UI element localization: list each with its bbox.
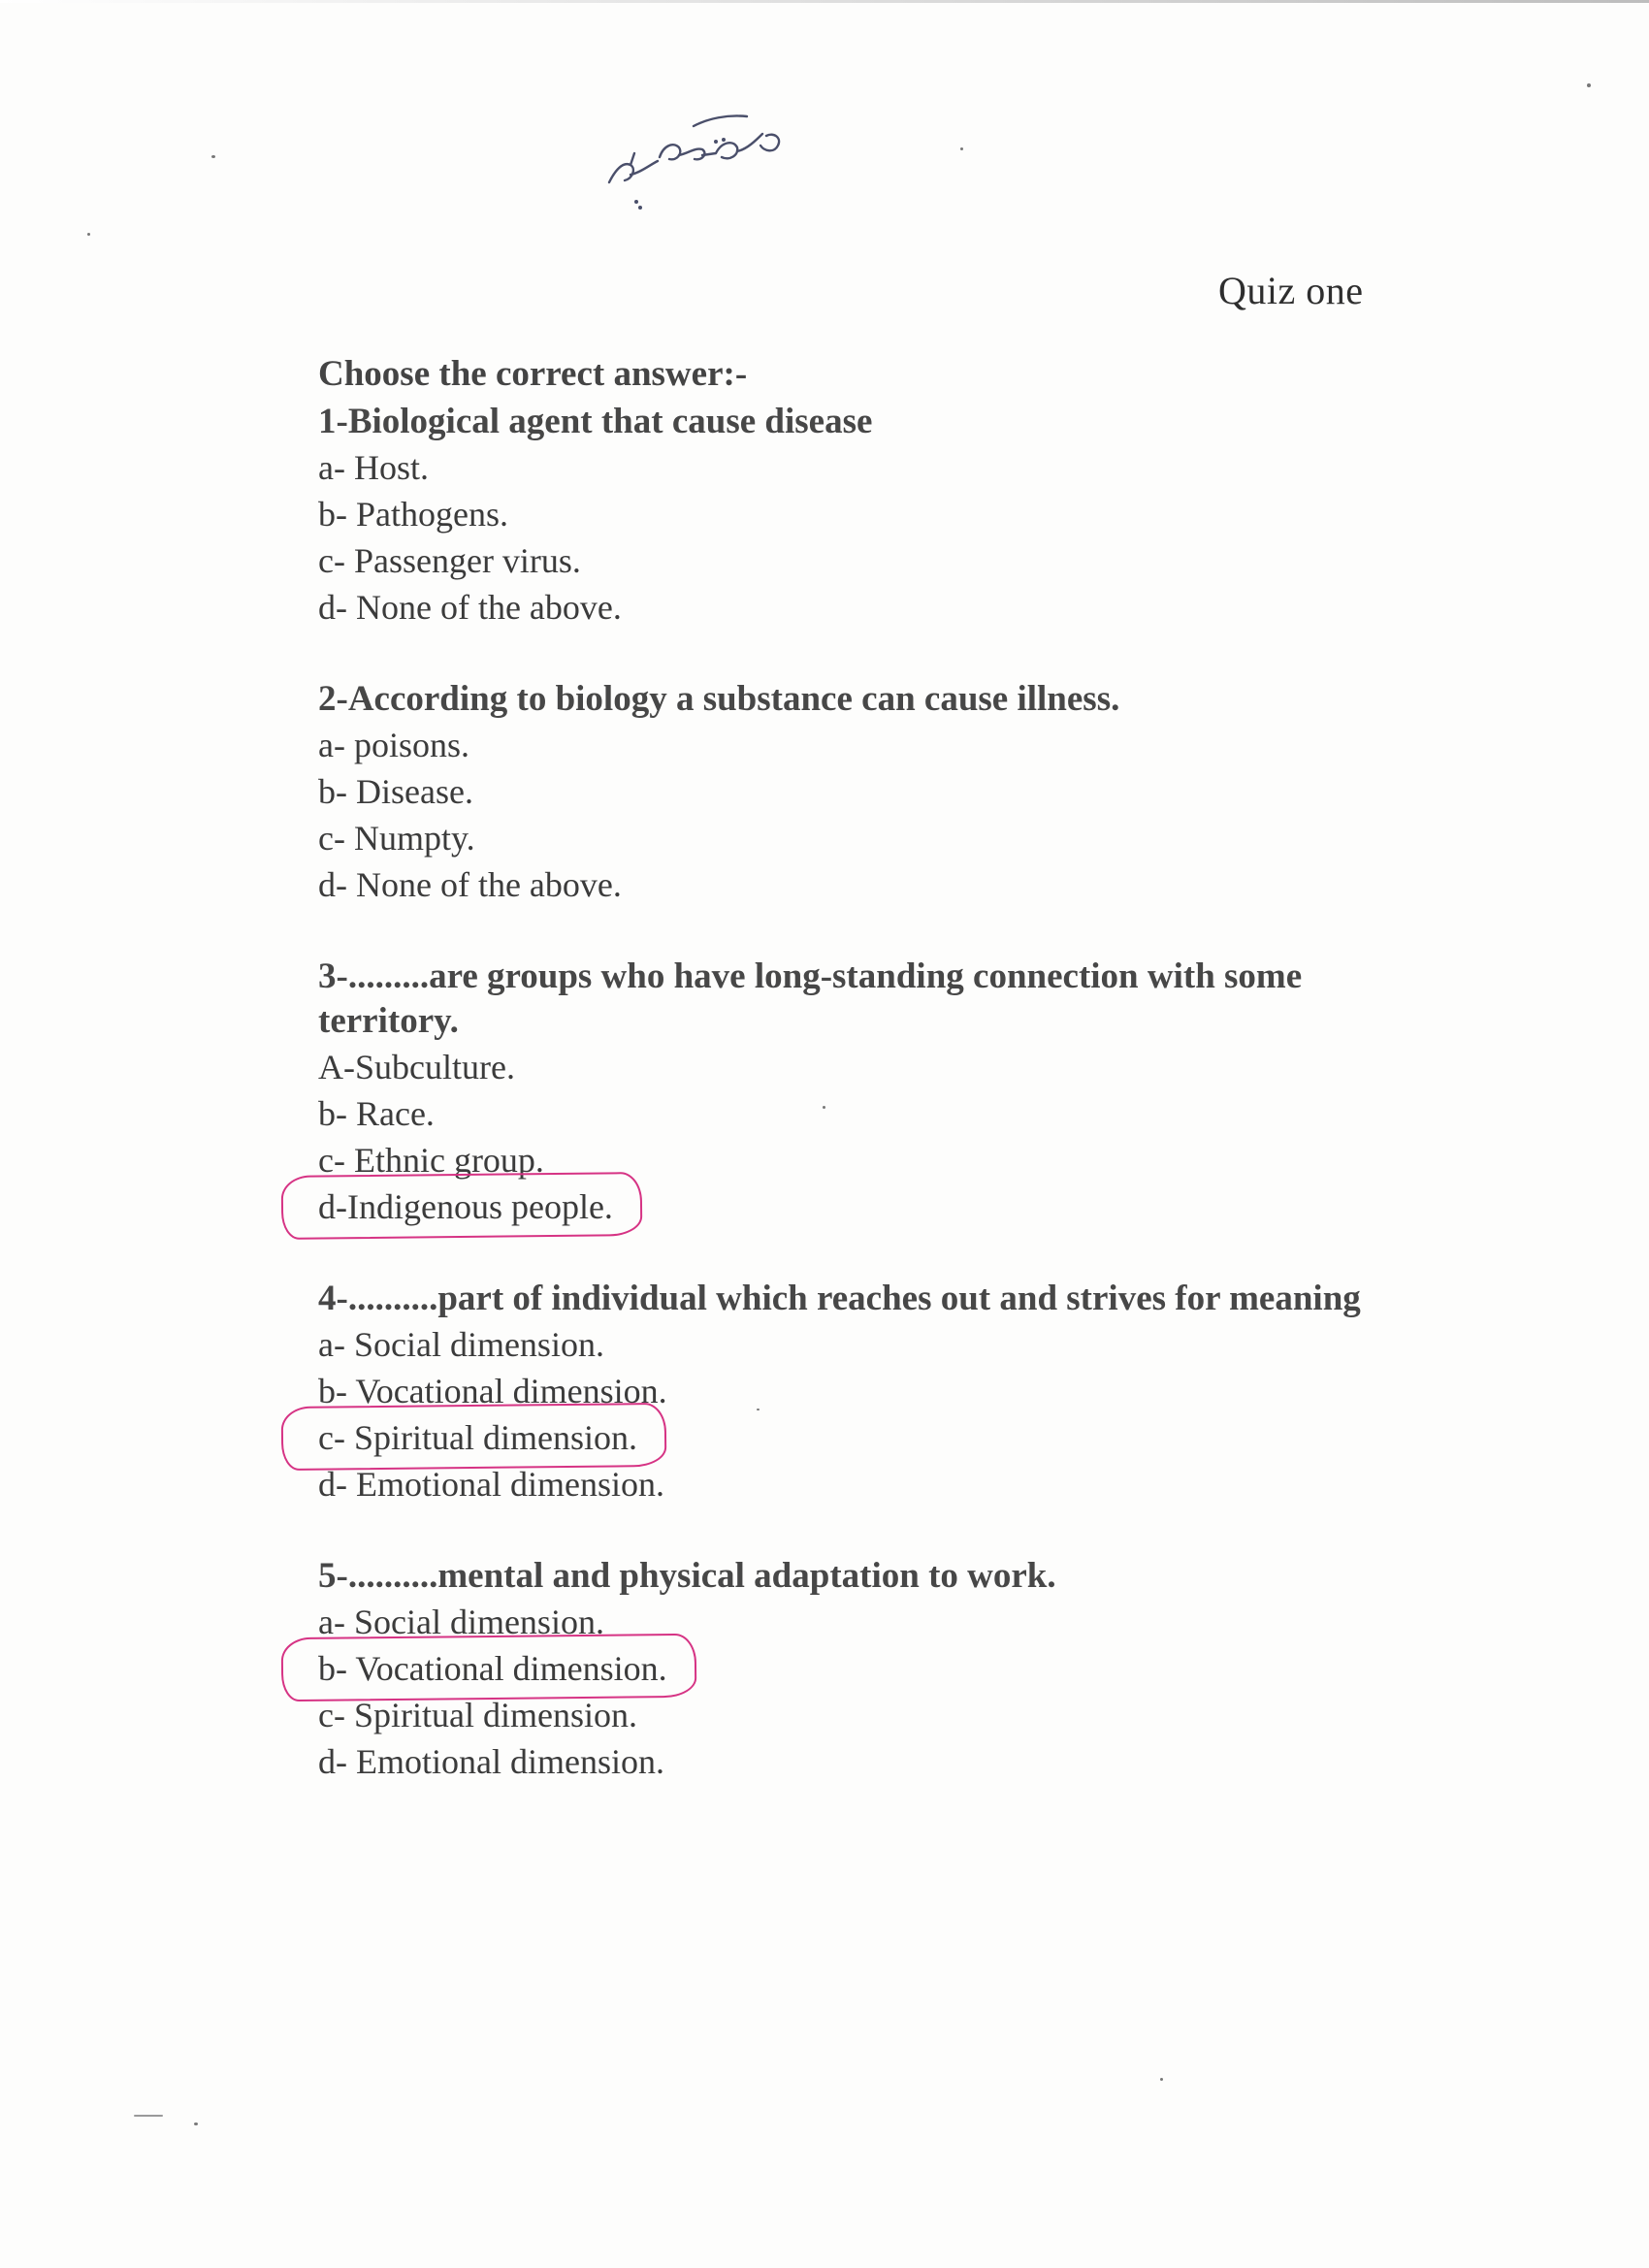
option-item-circled bbox=[318, 1414, 1385, 1461]
option-item bbox=[318, 722, 1385, 768]
quiz-title: Quiz one bbox=[1218, 269, 1364, 312]
option-item bbox=[318, 444, 1385, 491]
question-stem: 2-According to biology a substance can cause illness. bbox=[318, 679, 1120, 719]
question-5 bbox=[318, 1554, 1385, 1785]
option-text: b- Pathogens. bbox=[318, 495, 508, 534]
option-item bbox=[318, 1461, 1385, 1507]
question-1 bbox=[318, 400, 1385, 631]
option-text: d- None of the above. bbox=[318, 865, 622, 904]
option-item bbox=[318, 491, 1385, 537]
option-list bbox=[318, 444, 1385, 631]
scan-speck bbox=[960, 147, 963, 150]
option-item bbox=[318, 861, 1385, 908]
option-item bbox=[318, 815, 1385, 861]
option-list bbox=[318, 1044, 1385, 1230]
option-item bbox=[318, 1090, 1385, 1137]
scan-speck bbox=[1160, 2078, 1163, 2081]
scan-speck bbox=[134, 2115, 163, 2117]
question-2 bbox=[318, 677, 1385, 908]
instruction-text: Choose the correct answer:- bbox=[318, 354, 748, 394]
option-text: a- Social dimension. bbox=[318, 1603, 604, 1641]
option-text: a- Host. bbox=[318, 448, 429, 487]
option-item-circled bbox=[318, 1645, 1385, 1692]
handwritten-name-signature bbox=[601, 97, 815, 213]
option-text: b- Vocational dimension. bbox=[318, 1372, 667, 1410]
option-item bbox=[318, 1321, 1385, 1368]
option-text: a- poisons. bbox=[318, 726, 469, 764]
option-text: c- Ethnic group. bbox=[318, 1141, 544, 1180]
scan-edge bbox=[0, 0, 1649, 3]
option-list bbox=[318, 1599, 1385, 1785]
option-text: a- Social dimension. bbox=[318, 1325, 604, 1364]
question-stem: 1-Biological agent that cause disease bbox=[318, 402, 873, 441]
question-4 bbox=[318, 1277, 1385, 1507]
option-item bbox=[318, 1044, 1385, 1090]
option-text: d- Emotional dimension. bbox=[318, 1742, 664, 1781]
option-item-circled bbox=[318, 1183, 1385, 1230]
option-text: b- Disease. bbox=[318, 772, 473, 811]
scan-speck bbox=[194, 2122, 198, 2125]
question-stem: 3-.........are groups who have long-standing connection with some territory. bbox=[318, 956, 1303, 1041]
option-text: A-Subculture. bbox=[318, 1048, 515, 1086]
option-item bbox=[318, 1738, 1385, 1785]
option-text: c- Spiritual dimension. bbox=[318, 1414, 637, 1461]
option-item bbox=[318, 537, 1385, 584]
scan-speck bbox=[211, 155, 215, 158]
option-text: b- Vocational dimension. bbox=[318, 1645, 667, 1692]
scan-speck bbox=[87, 233, 90, 236]
option-text: d-Indigenous people. bbox=[318, 1183, 613, 1230]
question-stem: 4-..........part of individual which reaches out and strives for meaning bbox=[318, 1279, 1361, 1318]
option-text: c- Passenger virus. bbox=[318, 541, 581, 580]
scan-speck bbox=[1587, 83, 1591, 87]
option-text: b- Race. bbox=[318, 1094, 435, 1133]
option-list bbox=[318, 722, 1385, 908]
option-item bbox=[318, 584, 1385, 631]
option-text: c- Spiritual dimension. bbox=[318, 1696, 637, 1734]
option-item bbox=[318, 768, 1385, 815]
option-text: d- Emotional dimension. bbox=[318, 1465, 664, 1504]
question-3 bbox=[318, 955, 1385, 1230]
option-list bbox=[318, 1321, 1385, 1507]
option-text: c- Numpty. bbox=[318, 819, 475, 858]
question-stem: 5-..........mental and physical adaptation to work. bbox=[318, 1556, 1056, 1596]
option-text: d- None of the above. bbox=[318, 588, 622, 627]
quiz-content bbox=[318, 349, 1385, 1831]
option-item bbox=[318, 1692, 1385, 1738]
